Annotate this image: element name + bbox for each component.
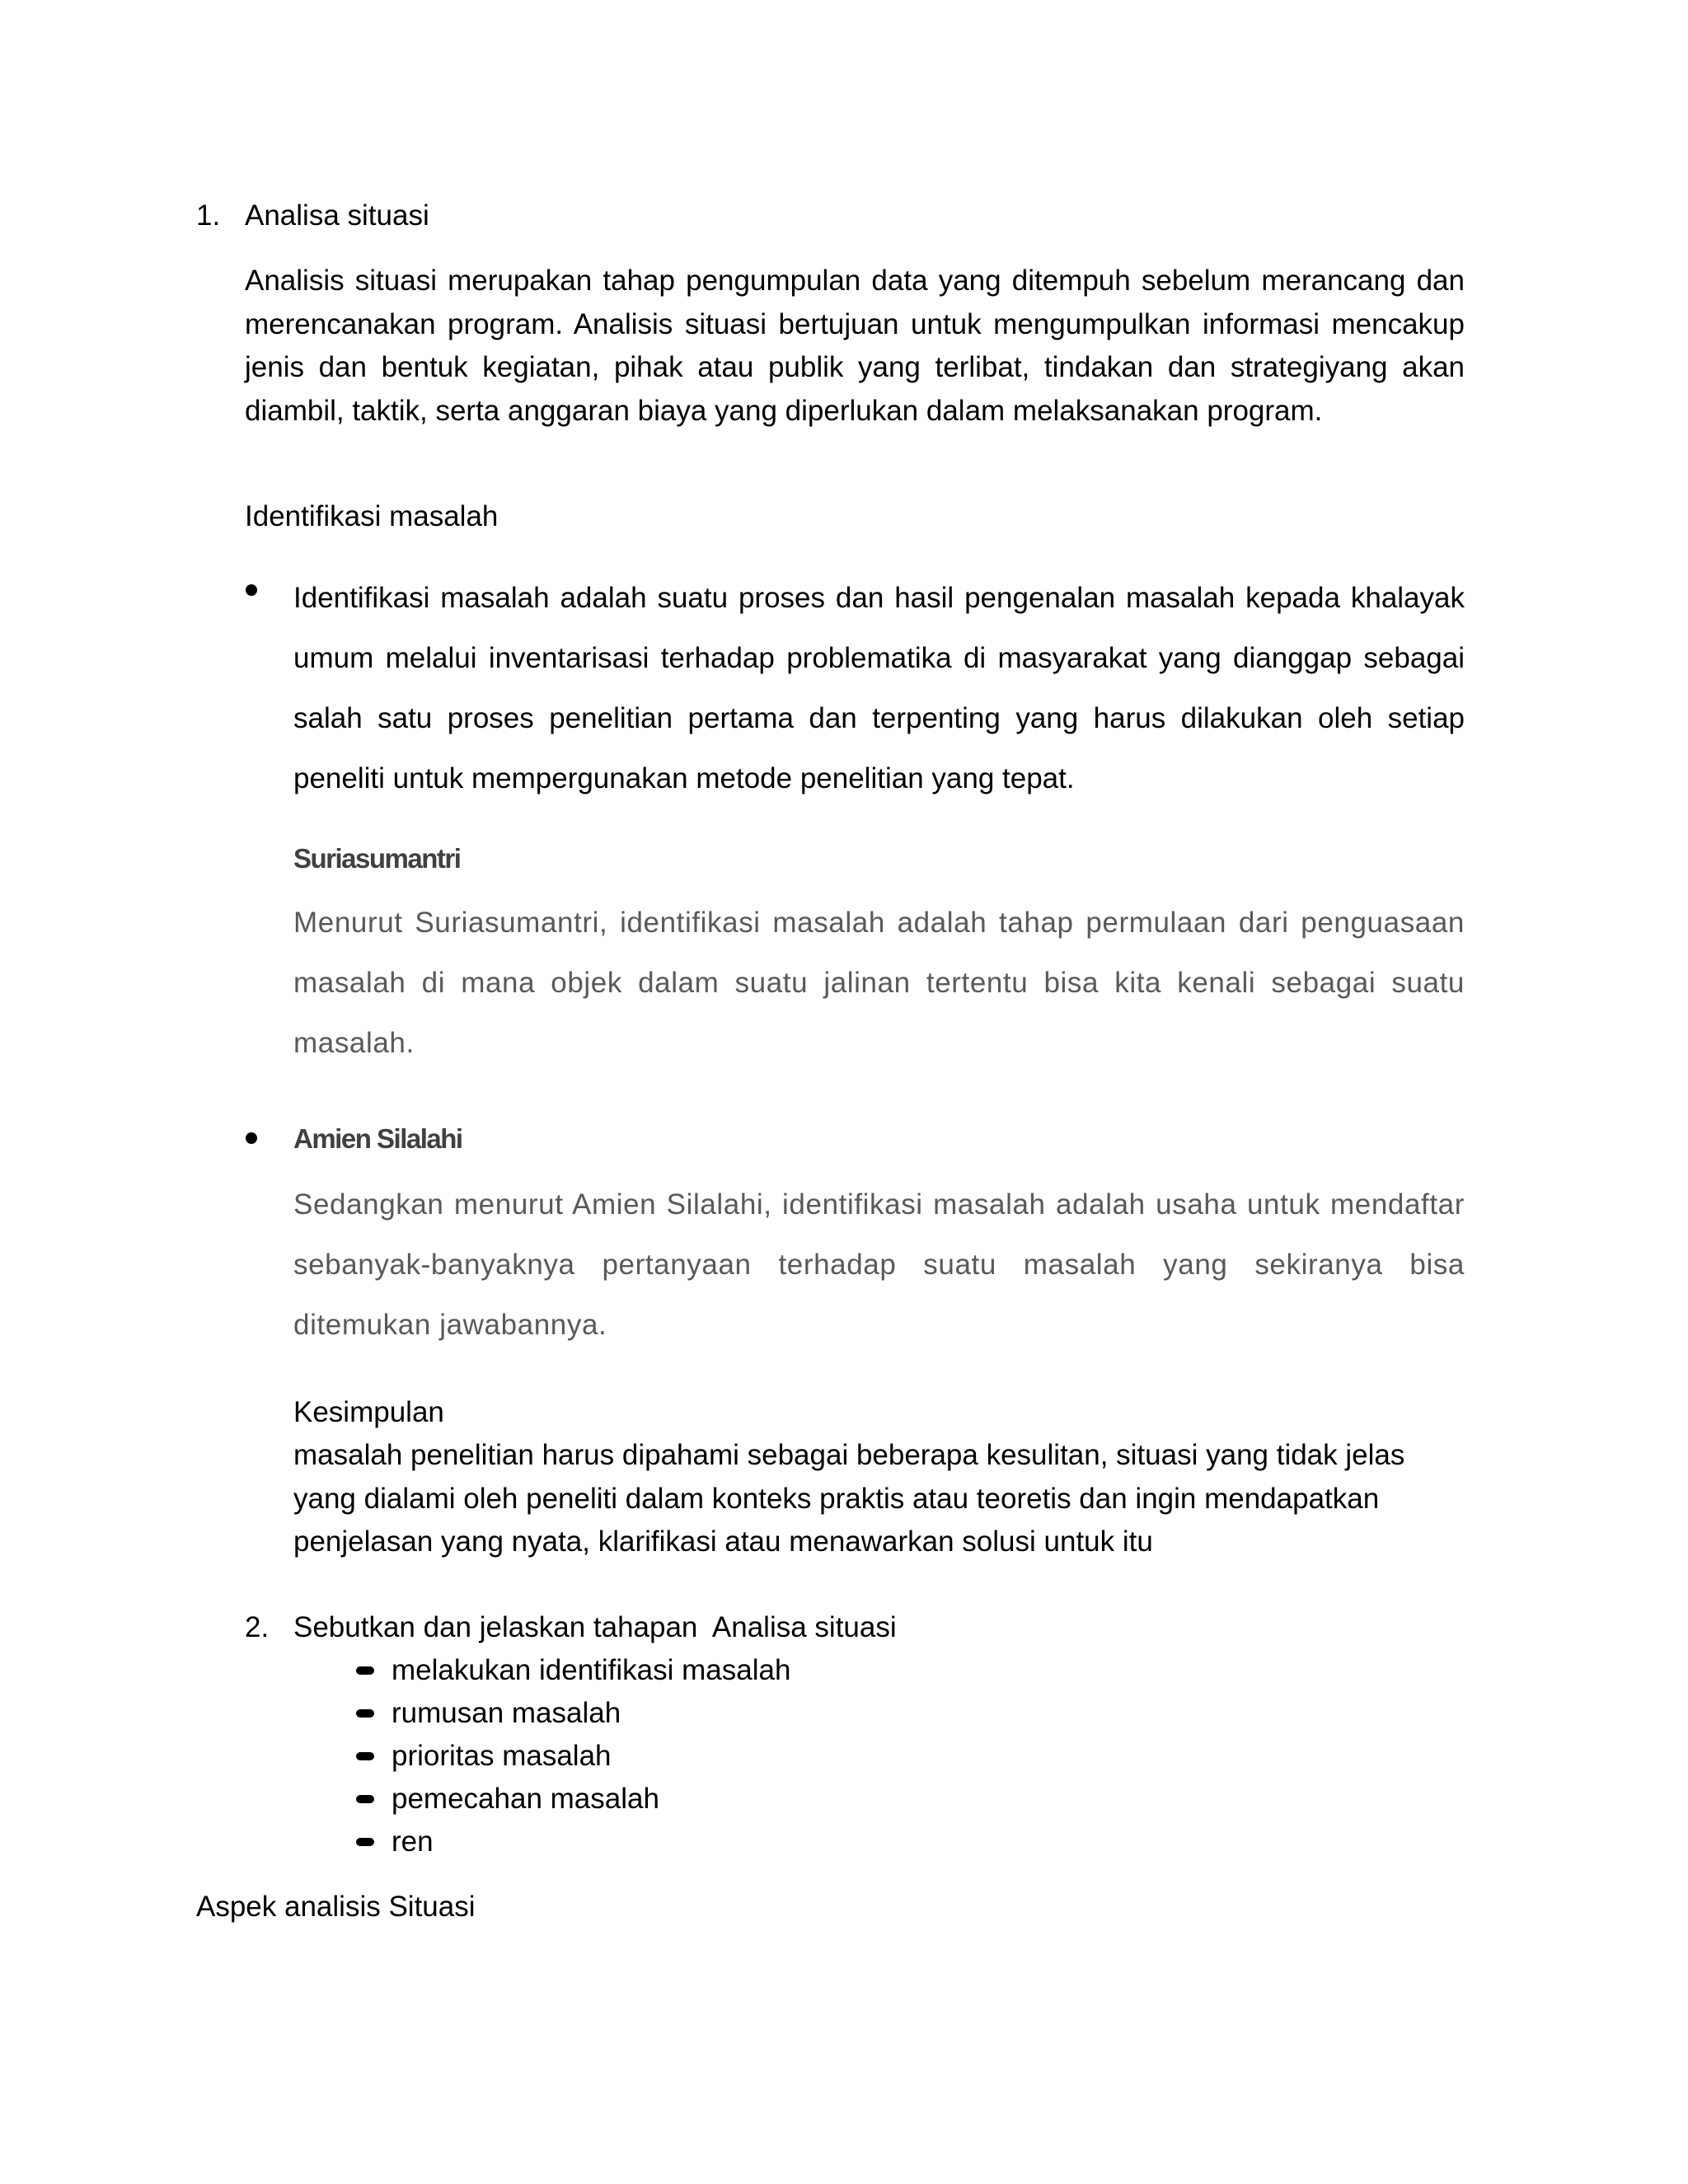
list-item: rumusan masalah: [392, 1697, 621, 1729]
list-item: ren: [392, 1825, 434, 1858]
section1-paragraph: Analisis situasi merupakan tahap pengumpulan data yang ditempuh sebelum merancang dan merencanakan program. Analisis situasi bertujuan untuk mengumpulkan informasi mencakup jenis dan bentuk kegiatan, pihak atau publik yang terlibat, tindakan dan strategiyang akan diambil, taktik, serta anggaran biaya yang diperlukan dalam melaksanakan program.: [245, 265, 1465, 427]
expert2-text: Sedangkan menurut Amien Silalahi, identifikasi masalah adalah usaha untuk mendaftar sebanyak-banyaknya pertanyaan terhadap suatu masalah yang sekiranya bisa ditemukan jawabannya.: [293, 1188, 1465, 1341]
bullet-dot: [246, 584, 257, 596]
expert1-text: Menurut Suriasumantri, identifikasi masalah adalah tahap permulaan dari penguasaan masalah di mana objek dalam suatu jalinan tertentu bisa kita kenali sebagai suatu masalah.: [293, 907, 1465, 1059]
bullet1-text: Identifikasi masalah adalah suatu proses dan hasil pengenalan masalah kepada khalayak umum melalui inventarisasi terhadap problematika di masyarakat yang dianggap sebagai salah satu proses penelitian pertama dan terpenting yang harus dilakukan oleh setiap peneliti untuk mempergunakan metode penelitian yang tepat.: [293, 582, 1465, 794]
dash-bullet: [356, 1795, 374, 1803]
list-item: pemecahan masalah: [392, 1783, 659, 1815]
section1-number: 1.: [196, 199, 221, 232]
dash-bullet: [356, 1709, 374, 1718]
section2-title: Sebutkan dan jelaskan tahapan Analisa situasi: [293, 1611, 897, 1643]
expert2-name: Amien Silalahi: [293, 1123, 462, 1154]
conclusion-title: Kesimpulan: [293, 1396, 444, 1428]
dash-bullet: [356, 1752, 374, 1760]
section2-number: 2.: [245, 1611, 270, 1643]
dash-bullet: [356, 1838, 374, 1846]
expert1-name: Suriasumantri: [293, 843, 461, 874]
aspek-heading: Aspek analisis Situasi: [196, 1891, 476, 1923]
conclusion-text: masalah penelitian harus dipahami sebagai beberapa kesulitan, situasi yang tidak jelas yang dialami oleh peneliti dalam konteks praktis atau teoretis dan ingin mendapatkan penjelasan yang nyata, klarifikasi atau menawarkan solusi untuk itu: [293, 1439, 1405, 1558]
list-item: prioritas masalah: [392, 1740, 612, 1772]
dash-bullet: [356, 1666, 374, 1675]
list-item: melakukan identifikasi masalah: [392, 1654, 791, 1686]
identifikasi-heading: Identifikasi masalah: [245, 500, 499, 532]
bullet-dot: [246, 1132, 257, 1144]
section1-title: Analisa situasi: [245, 199, 429, 232]
